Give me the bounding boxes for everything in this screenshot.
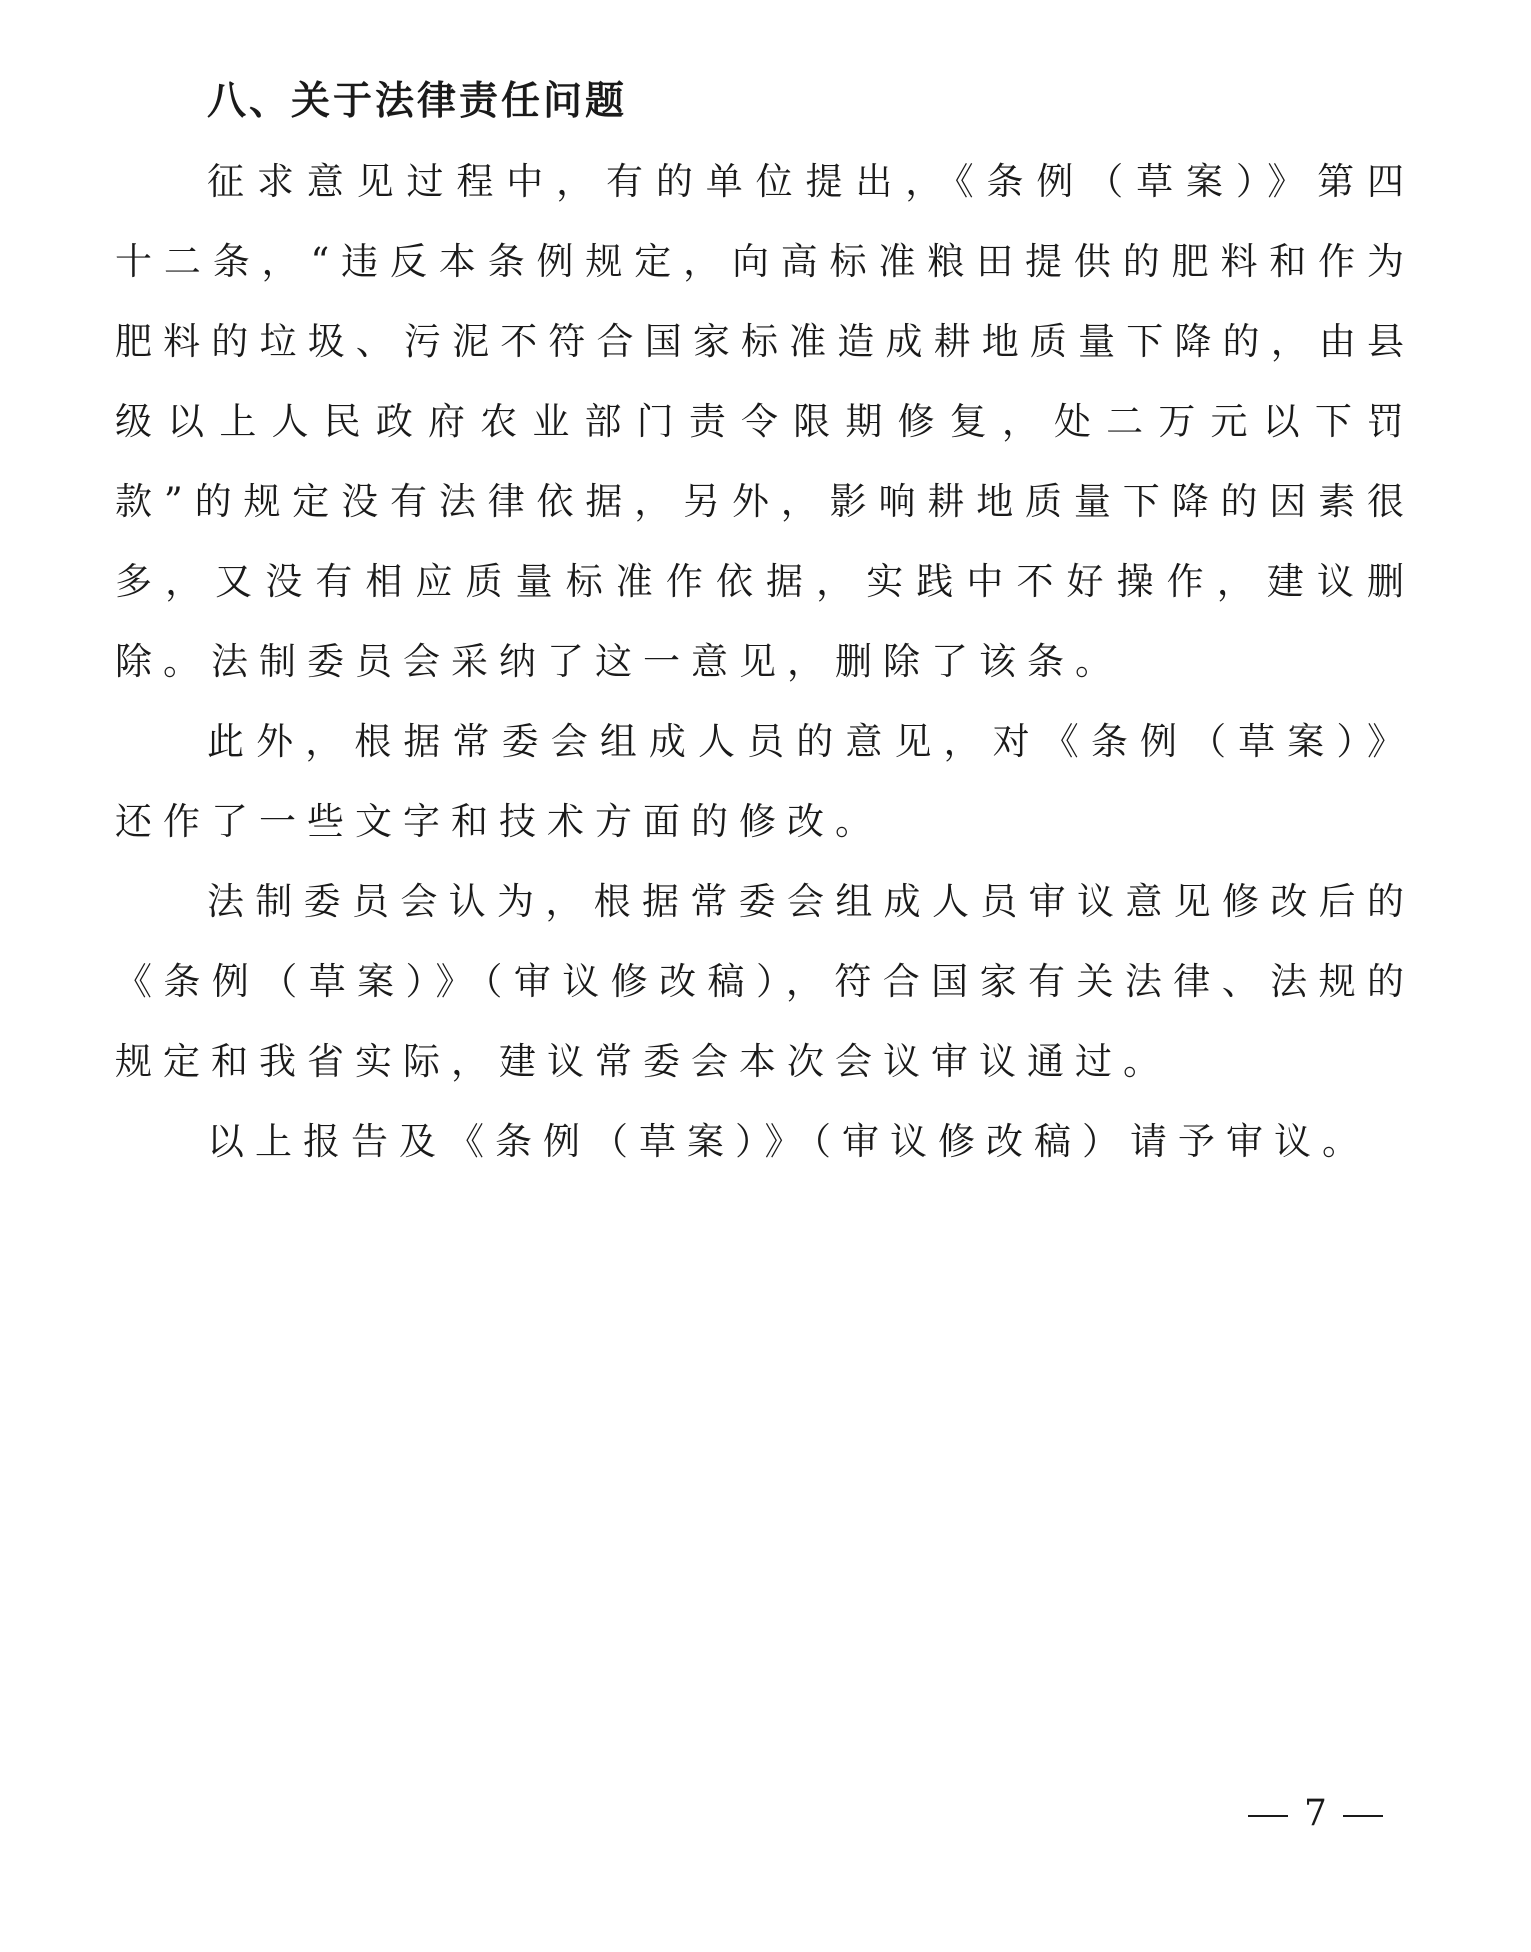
paragraph-legal-liability: 征求意见过程中，有的单位提出，《条例（草案）》第四十二条，“违反本条例规定，向高标准粮田提供的肥料和作为肥料的垃圾、污泥不符合国家标准造成耕地质量下降的，由县级以上人民政府农业部门责令限期修复，处二万元以下罚款”的规定没有法律依据，另外，影响耕地质量下降的因素很多，又没有相应质量标准作依据，实践中不好操作，建议删除。法制委员会采纳了这一意见，删除了该条。 bbox=[115, 160, 1415, 683]
page-number: 7 bbox=[1304, 1793, 1327, 1834]
paragraph-closing-request: 以上报告及《条例（草案）》（审议修改稿）请予审议。 bbox=[207, 1120, 1370, 1163]
document-body bbox=[115, 62, 1415, 1182]
section-heading: 八、关于法律责任问题 bbox=[207, 79, 628, 124]
paragraph-other-revisions: 此外，根据常委会组成人员的意见，对《条例（草案）》还作了一些文字和技术方面的修改。 bbox=[115, 720, 1415, 843]
footer-dash-left bbox=[1248, 1815, 1288, 1817]
page-footer bbox=[1248, 1793, 1383, 1834]
paragraph-committee-opinion: 法制委员会认为，根据常委会组成人员审议意见修改后的《条例（草案）》（审议修改稿），符合国家有关法律、法规的规定和我省实际，建议常委会本次会议审议通过。 bbox=[115, 880, 1415, 1083]
footer-dash-right bbox=[1343, 1815, 1383, 1817]
